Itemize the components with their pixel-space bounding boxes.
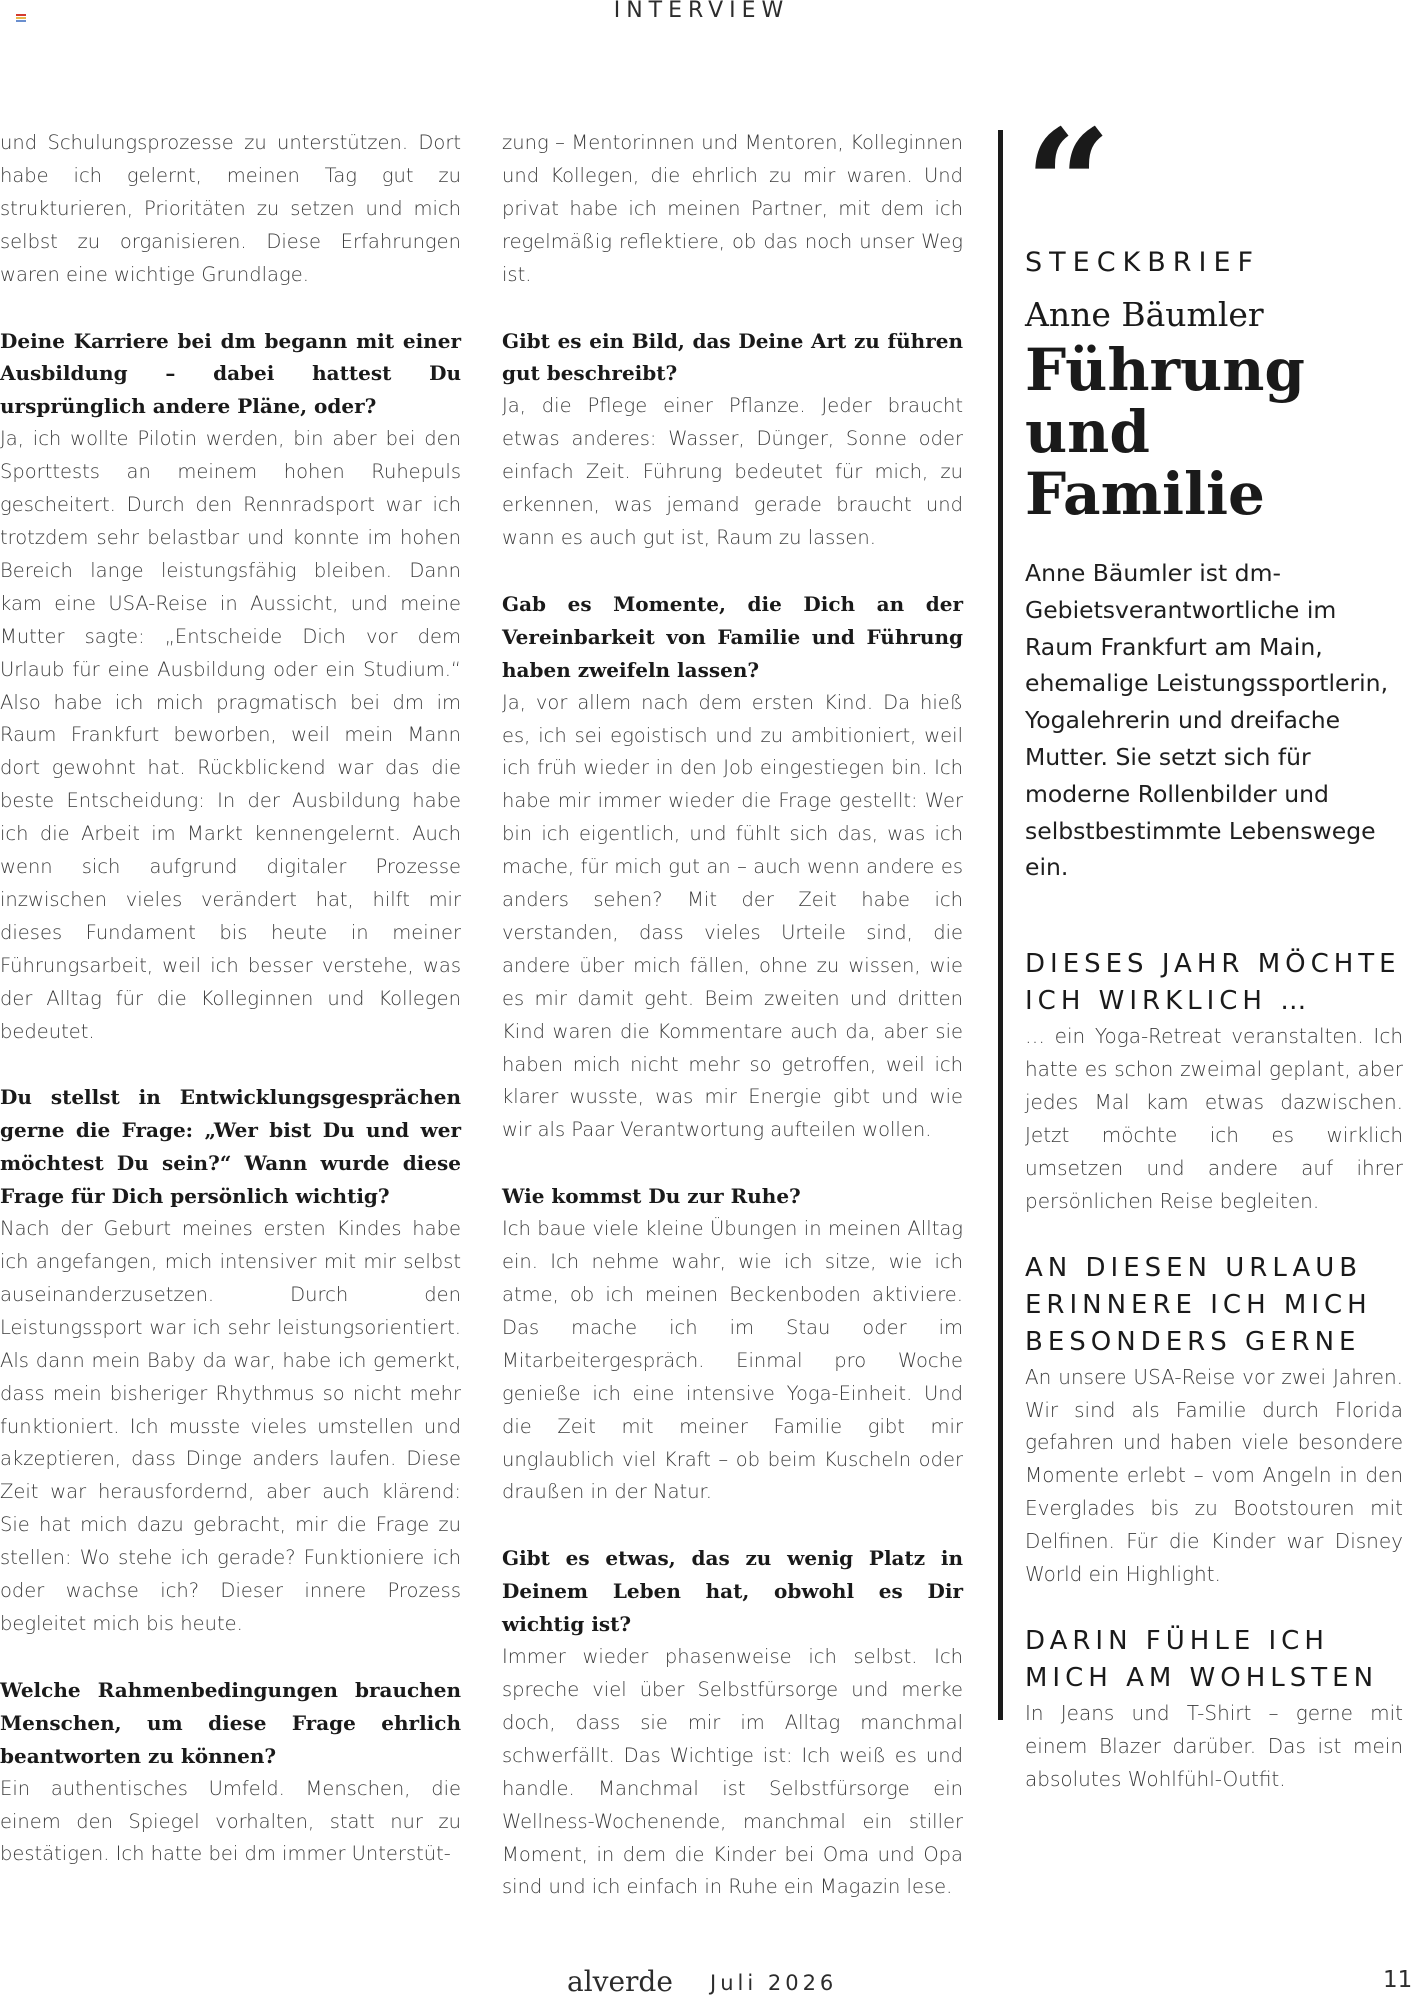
- answer-paragraph: Ich baue viele kleine Übungen in meinen Alltag ein. Ich nehme wahr, wie ich sitze, wie ich atme, ob ich meinen Beckenboden aktiviere. Das mache ich im Stau oder im Mitarbeitergespräch. Einmal pro Woche genieße ich eine intensive Yoga-Einheit. Und die Zeit mit meiner Familie gibt mir unglaublich viel Kraft – ob beim Kuscheln oder draußen in der Natur.: [502, 1217, 963, 1504]
- interview-question: Gab es Momente, die Dich an der Vereinbarkeit von Familie und Führung haben zweifeln lassen?: [502, 591, 963, 682]
- interview-question: Deine Karriere bei dm begann mit einer Ausbildung – dabei hattest Du ursprünglich andere Pläne, oder?: [0, 328, 461, 419]
- page-header: [0, 0, 1403, 34]
- profile-section-text: … ein Yoga-Retreat veranstalten. Ich hatte es schon zweimal geplant, aber jedes Mal kam etwas dazwischen. Jetzt möchte ich es wirklich umsetzen und andere auf ihrer persönlichen Reise begleiten.: [1025, 1024, 1403, 1213]
- answer-paragraph: Ja, ich wollte Pilotin werden, bin aber bei den Sporttests an meinem hohen Ruhepuls gescheitert. Durch den Rennradsport war ich trotzdem sehr belastbar und konnte im hohen Bereich lange leistungsfähig bleiben. Dann kam eine USA-Reise in Aussicht, und meine Mutter sagte: „Entscheide Dich vor dem Urlaub für eine Ausbildung oder ein Studium.“ Also habe ich mich pragmatisch bei dm im Raum Frankfurt beworben, weil mein Mann dort gewohnt hat. Rückblickend war das die beste Entscheidung: In der Ausbildung habe ich die Arbeit im Markt kennengelernt. Auch wenn sich aufgrund digitaler Prozesse inzwischen vieles verändert hat, hilft mir dieses Fundament bis heute in meiner Führungsarbeit, weil ich besser verstehe, was der Alltag für die Kolleginnen und Kollegen bedeutet.: [0, 427, 461, 1043]
- menu-icon-bar-2: [16, 17, 26, 19]
- profile-title: [1025, 336, 1398, 528]
- page-footer: [0, 1965, 1412, 2000]
- answer-paragraph: Immer wieder phasenweise ich selbst. Ich spreche viel über Selbstfürsorge und merke doch, dass sie mir im Alltag manchmal schwerfällt. Das Wichtige ist: Ich weiß es und handle. Manchmal ist Selbstfürsorge ein Wellness-Wochenende, manchmal ein stiller Moment, in dem die Kinder bei Oma und Opa sind und ich einfach in Ruhe ein Magazin lese.: [502, 1645, 963, 1899]
- answer-paragraph: Ein authentisches Umfeld. Menschen, die einem den Spiegel vorhalten, statt nur zu bestätigen. Ich hatte bei dm immer Unterstüt-: [0, 1776, 461, 1866]
- profile-title-line-2: und Familie: [1025, 398, 1265, 528]
- answer-paragraph: Ja, vor allem nach dem ersten Kind. Da hieß es, ich sei egoistisch und zu ambitioniert, weil ich früh wieder in den Job eingestiegen bin. Ich habe mir immer wieder die Frage gestellt: Wer bin ich eigentlich, und fühlt sich das, was ich mache, für mich gut an – auch wenn andere es anders sehen? Mit der Zeit habe ich verstanden, dass vieles Urteile sind, die andere über mich fällen, ohne zu wissen, wie es mir damit geht. Beim zweiten und dritten Kind waren die Kommentare auch da, aber sie haben mich nicht mehr so getroffen, weil ich klarer wusste, was mir Energie gibt und wie wir als Paar Verantwortung aufteilen wollen.: [502, 690, 963, 1142]
- answer-paragraph: Nach der Geburt meines ersten Kindes habe ich angefangen, mich intensiver mit mir selbst auseinanderzusetzen. Durch den Leistungssport war ich sehr leistungsorientiert. Als dann mein Baby da war, habe ich gemerkt, dass mein bisheriger Rhythmus so nicht mehr funktioniert. Ich musste vieles umstellen und akzeptieren, dass Dinge anders laufen. Diese Zeit war herausfordernd, aber auch klärend: Sie hat mich dazu gebracht, mir die Frage zu stellen: Wo stehe ich gerade? Funktioniere ich oder wachse ich? Dieser innere Prozess begleitet mich bis heute.: [0, 1217, 461, 1635]
- interview-question: Du stellst in Entwicklungsgesprächen gerne die Frage: „Wer bist Du und wer möchtest Du sein?“ Wann wurde diese Frage für Dich persönlich wichtig?: [0, 1085, 461, 1209]
- profile-section-text: An unsere USA-Reise vor zwei Jahren. Wir sind als Familie durch Florida gefahren und haben viele besondere Momente erlebt – vom Angeln in den Everglades bis zu Bootstouren mit Delfinen. Für die Kinder war Disney World ein Highlight.: [1025, 1364, 1403, 1587]
- profile-section-heading: DARIN FÜHLE ICH MICH AM WOHLSTEN: [1025, 1625, 1379, 1693]
- interview-question: Welche Rahmenbedingungen brauchen Menschen, um diese Frage ehrlich beantworten zu können?: [0, 1677, 461, 1768]
- issue-date: Juli 2026: [710, 1971, 838, 1995]
- answer-paragraph: und Schulungsprozesse zu unterstützen. Dort habe ich gelernt, meinen Tag gut zu strukturieren, Prioritäten zu setzen und mich selbst zu organisieren. Diese Erfahrungen waren eine wichtige Grundlage.: [0, 131, 461, 286]
- article-column-2: [502, 127, 963, 1904]
- section-title: INTERVIEW: [613, 0, 790, 23]
- menu-icon-bar-1: [16, 14, 26, 16]
- profile-sidebar: [998, 97, 1403, 1791]
- page-number: 11: [1383, 1967, 1412, 1993]
- profile-section-heading: AN DIESEN URLAUB ERINNERE ICH MICH BESONDERS GERNE: [1025, 1252, 1372, 1357]
- profile-intro: Anne Bäumler ist dm-Gebietsverantwortliche im Raum Frankfurt am Main, ehemalige Leistungssportlerin, Yogalehrerin und dreifache Mutter. Sie setzt sich für moderne Rollenbilder und selbstbestimmte Lebenswege ein.: [1025, 559, 1389, 882]
- profile-name: Anne Bäumler: [1025, 295, 1264, 334]
- profile-title-line-1: Führung: [1025, 336, 1305, 404]
- interview-question: Wie kommst Du zur Ruhe?: [502, 1184, 801, 1209]
- article-column-1: [0, 127, 461, 1871]
- menu-icon-bar-3: [16, 20, 26, 22]
- quote-mark-icon: “: [1025, 97, 1100, 273]
- answer-paragraph: zung – Mentorinnen und Mentoren, Kolleginnen und Kollegen, die ehrlich zu mir waren. Und privat habe ich meinen Partner, mit dem ich regelmäßig reflektiere, ob das noch unser Weg ist.: [502, 131, 963, 286]
- interview-question: Gibt es ein Bild, das Deine Art zu führen gut beschreibt?: [502, 328, 963, 386]
- answer-paragraph: Ja, die Pflege einer Pflanze. Jeder braucht etwas anderes: Wasser, Dünger, Sonne oder einfach Zeit. Führung bedeutet für mich, zu erkennen, was jemand gerade braucht und wann es auch gut ist, Raum zu lassen.: [502, 394, 963, 549]
- interview-question: Gibt es etwas, das zu wenig Platz in Deinem Leben hat, obwohl es Dir wichtig ist?: [502, 1546, 963, 1637]
- sidebar-kicker: STECKBRIEF: [1025, 247, 1261, 278]
- profile-section-text: In Jeans und T-Shirt – gerne mit einem Blazer darüber. Das ist mein absolutes Wohlfühl-Outfit.: [1025, 1700, 1403, 1791]
- menu-icon[interactable]: [16, 14, 26, 22]
- profile-section-heading: DIESES JAHR MÖCHTE ICH WIRKLICH …: [1025, 949, 1401, 1017]
- magazine-brand: alverde: [567, 1965, 673, 1998]
